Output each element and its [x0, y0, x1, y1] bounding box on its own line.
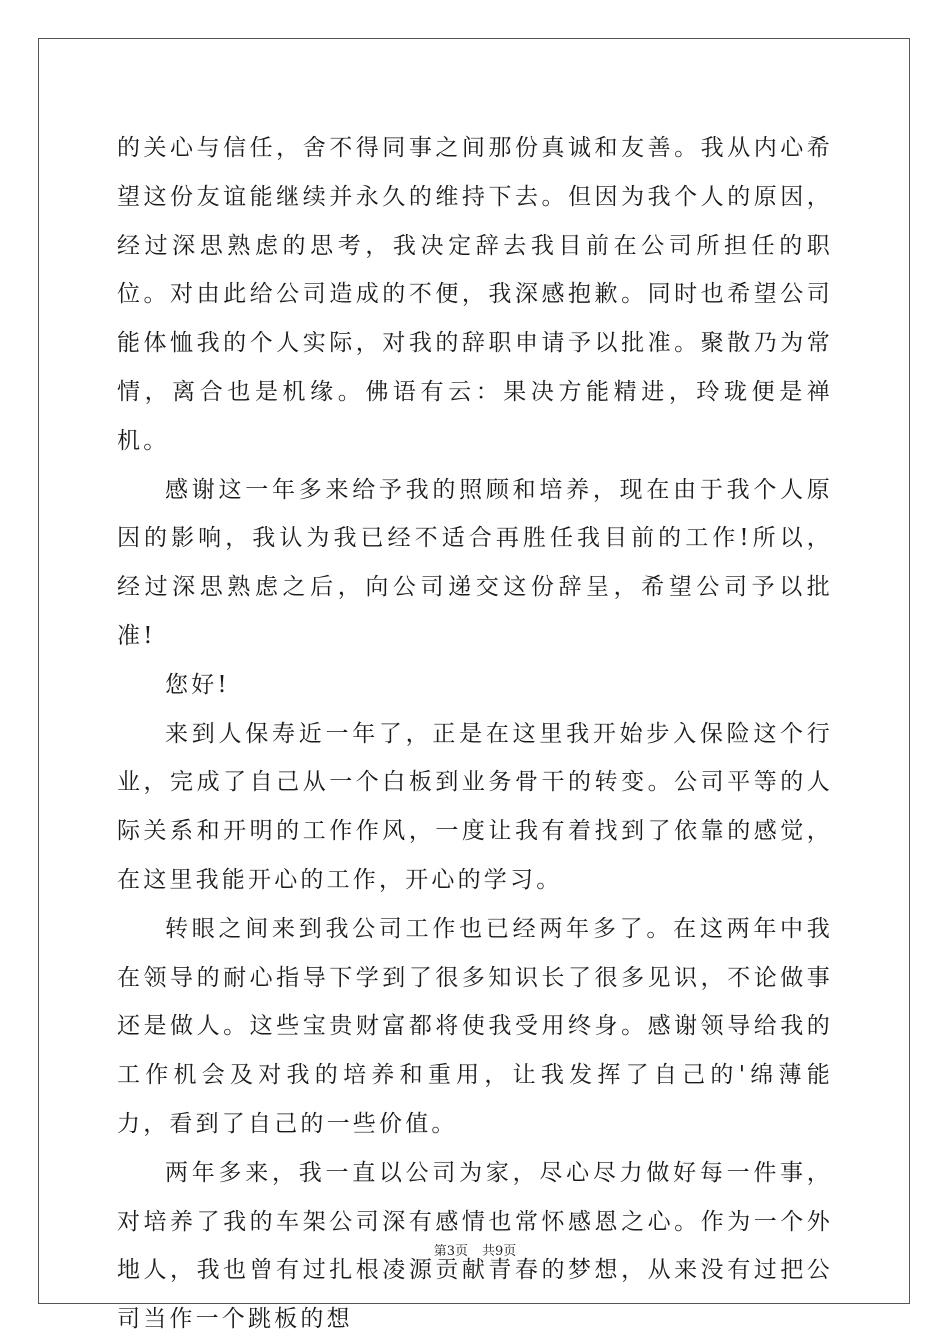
page-total: 共9页 [482, 1244, 517, 1259]
page-number: 第3页 [433, 1244, 468, 1259]
document-body [117, 124, 833, 1344]
paragraph-3: 来到人保寿近一年了，正是在这里我开始步入保险这个行业，完成了自己从一个白板到业务骨干的转变。公司平等的人际关系和开明的工作作风，一度让我有着找到了依靠的感觉，在这里我能开心的工作，开心的学习。 [117, 720, 833, 893]
paragraph-greeting: 您好! [165, 671, 230, 698]
paragraph-2: 感谢这一年多来给予我的照顾和培养，现在由于我个人原因的影响，我认为我已经不适合再胜任我目前的工作!所以，经过深思熟虑之后，向公司递交这份辞呈，希望公司予以批准! [117, 476, 833, 649]
paragraph-1: 的关心与信任，舍不得同事之间那份真诚和友善。我从内心希望这份友谊能继续并永久的维持下去。但因为我个人的原因，经过深思熟虑的思考，我决定辞去我目前在公司所担任的职位。对由此给公司造成的不便，我深感抱歉。同时也希望公司能体恤我的个人实际，对我的辞职申请予以批准。聚散乃为常情，离合也是机缘。佛语有云：果决方能精进，玲珑便是禅机。 [117, 135, 833, 454]
page-footer [0, 1240, 950, 1259]
paragraph-4: 转眼之间来到我公司工作也已经两年多了。在这两年中我在领导的耐心指导下学到了很多知识长了很多见识，不论做事还是做人。这些宝贵财富都将使我受用终身。感谢领导给我的工作机会及对我的培养和重用，让我发挥了自己的'绵薄能力，看到了自己的一些价值。 [117, 915, 833, 1137]
paragraph-5: 两年多来，我一直以公司为家，尽心尽力做好每一件事，对培养了我的车架公司深有感情也常怀感恩之心。作为一个外地人，我也曾有过扎根凌源贡献青春的梦想，从来没有过把公司当作一个跳板的想 [117, 1159, 833, 1333]
